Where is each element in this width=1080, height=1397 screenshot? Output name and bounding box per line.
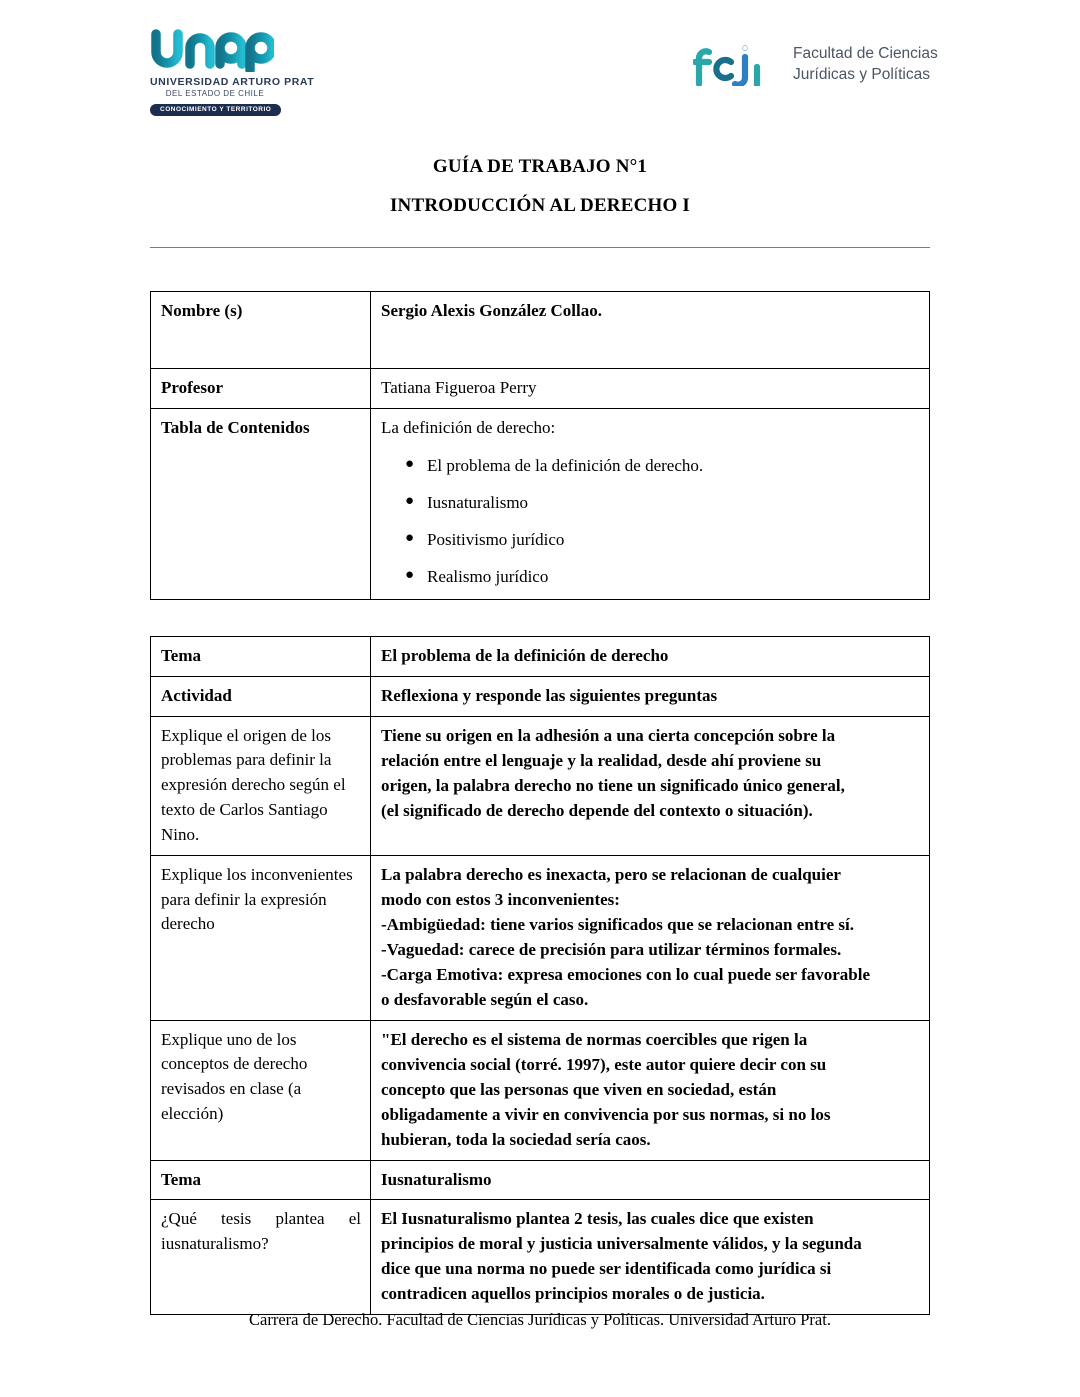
table-row <box>151 1020 930 1160</box>
table-row <box>151 292 930 369</box>
unap-wordmark-icon <box>150 26 274 72</box>
table-row <box>151 716 930 855</box>
document-footer: Carrera de Derecho. Facultad de Ciencias Jurídicas y Políticas. Universidad Arturo Prat. <box>249 1310 831 1329</box>
table-row <box>151 1160 930 1200</box>
answer-line: (el significado de derecho depende del contexto o situación). <box>381 800 813 820</box>
tabla-contenidos-label: Tabla de Contenidos <box>151 408 371 599</box>
document-title-line-2: INTRODUCCIÓN AL DERECHO I <box>389 195 691 216</box>
answer-3-text <box>371 1020 930 1160</box>
answer-line: contradicen aquellos principios morales o de justicia. <box>381 1284 765 1304</box>
toc-item-label: Iusnaturalismo <box>427 492 529 512</box>
fcjp-logo <box>693 44 938 86</box>
answer-line: -Ambigüedad: tiene varios significados que se relacionan entre sí. <box>381 914 855 934</box>
answer-4-text <box>371 1200 930 1315</box>
unap-subtitle: DEL ESTADO DE CHILE <box>165 89 265 98</box>
answer-line: -Vaguedad: carece de precisión para utilizar términos formales. <box>381 939 842 959</box>
answer-line: "El derecho es el sistema de normas coercibles que rigen la <box>381 1029 808 1049</box>
answer-line: convivencia social (torré. 1997), este autor quiere decir con su <box>381 1054 827 1074</box>
question-4-text: ¿Qué tesis plantea el iusnaturalismo? <box>151 1200 371 1315</box>
answer-line: obligadamente a vivir en convivencia por sus normas, si no los <box>381 1104 831 1124</box>
table-row <box>151 1200 930 1315</box>
student-info-table <box>150 291 930 600</box>
tema-label-2: Tema <box>151 1160 371 1200</box>
table-row <box>151 676 930 716</box>
answer-2-text <box>371 855 930 1020</box>
fcjp-line-1: Facultad de Ciencias <box>793 45 938 63</box>
answer-line: dice que una norma no puede ser identificada como jurídica si <box>381 1259 832 1279</box>
answer-line: La palabra derecho es inexacta, pero se relacionan de cualquier <box>381 864 841 884</box>
tema-value-1: El problema de la definición de derecho <box>371 637 930 677</box>
table-row <box>151 408 930 599</box>
unap-tagline-badge: CONOCIMIENTO Y TERRITORIO <box>150 104 281 116</box>
fcjp-wordmark-icon <box>693 44 779 86</box>
bullet-icon: ● <box>405 455 415 472</box>
toc-item-label: Positivismo jurídico <box>427 529 565 549</box>
profesor-label: Profesor <box>151 369 371 409</box>
question-1-text: Explique el origen de los problemas para definir la expresión derecho según el texto de Carlos Santiago Nino. <box>151 716 371 855</box>
answer-line: modo con estos 3 inconvenientes: <box>381 889 620 909</box>
actividad-value: Reflexiona y responde las siguientes preguntas <box>371 676 930 716</box>
list-item <box>405 455 920 477</box>
toc-intro: La definición de derecho: <box>381 417 556 437</box>
profesor-value: Tatiana Figueroa Perry <box>371 369 930 409</box>
answer-line: relación entre el lenguaje y la realidad, desde ahí proviene su <box>381 750 822 770</box>
tabla-contenidos-value <box>371 408 930 599</box>
question-3-text: Explique uno de los conceptos de derecho revisados en clase (a elección) <box>151 1020 371 1160</box>
list-item <box>405 529 920 551</box>
toc-list <box>381 455 920 588</box>
bullet-icon: ● <box>405 493 415 510</box>
answer-line: Tiene su origen en la adhesión a una cierta concepción sobre la <box>381 725 836 745</box>
bullet-icon: ● <box>405 530 415 547</box>
toc-item-label: El problema de la definición de derecho. <box>427 455 704 475</box>
activity-table <box>150 636 930 1315</box>
question-2-text: Explique los inconvenientes para definir la expresión derecho <box>151 855 371 1020</box>
answer-line: -Carga Emotiva: expresa emociones con lo cual puede ser favorable <box>381 964 870 984</box>
document-header <box>0 0 1080 130</box>
table-row <box>151 637 930 677</box>
bullet-icon: ● <box>405 567 415 584</box>
answer-line: origen, la palabra derecho no tiene un significado único general, <box>381 775 845 795</box>
nombre-label: Nombre (s) <box>151 292 371 369</box>
answer-line: hubieran, toda la sociedad sería caos. <box>381 1129 651 1149</box>
header-divider <box>150 247 930 248</box>
document-title-line-1: GUÍA DE TRABAJO N°1 <box>432 156 648 177</box>
toc-item-label: Realismo jurídico <box>427 566 549 586</box>
fcjp-line-2: Jurídicas y Políticas <box>793 66 930 83</box>
answer-line: El Iusnaturalismo plantea 2 tesis, las cuales dice que existen <box>381 1209 814 1229</box>
unap-logo <box>150 26 315 116</box>
fcjp-faculty-name <box>793 44 938 85</box>
tema-label-1: Tema <box>151 637 371 677</box>
answer-line: o desfavorable según el caso. <box>381 989 589 1009</box>
list-item <box>405 566 920 588</box>
answer-line: concepto que las personas que viven en sociedad, están <box>381 1079 777 1099</box>
nombre-value: Sergio Alexis González Collao. <box>371 292 930 369</box>
answer-1-text <box>371 716 930 855</box>
actividad-label: Actividad <box>151 676 371 716</box>
tema-value-2: Iusnaturalismo <box>371 1160 930 1200</box>
list-item <box>405 492 920 514</box>
table-row <box>151 369 930 409</box>
unap-university-name: UNIVERSIDAD ARTURO PRAT <box>150 76 315 88</box>
answer-line: principios de moral y justicia universalmente válidos, y la segunda <box>381 1234 862 1254</box>
table-row <box>151 855 930 1020</box>
